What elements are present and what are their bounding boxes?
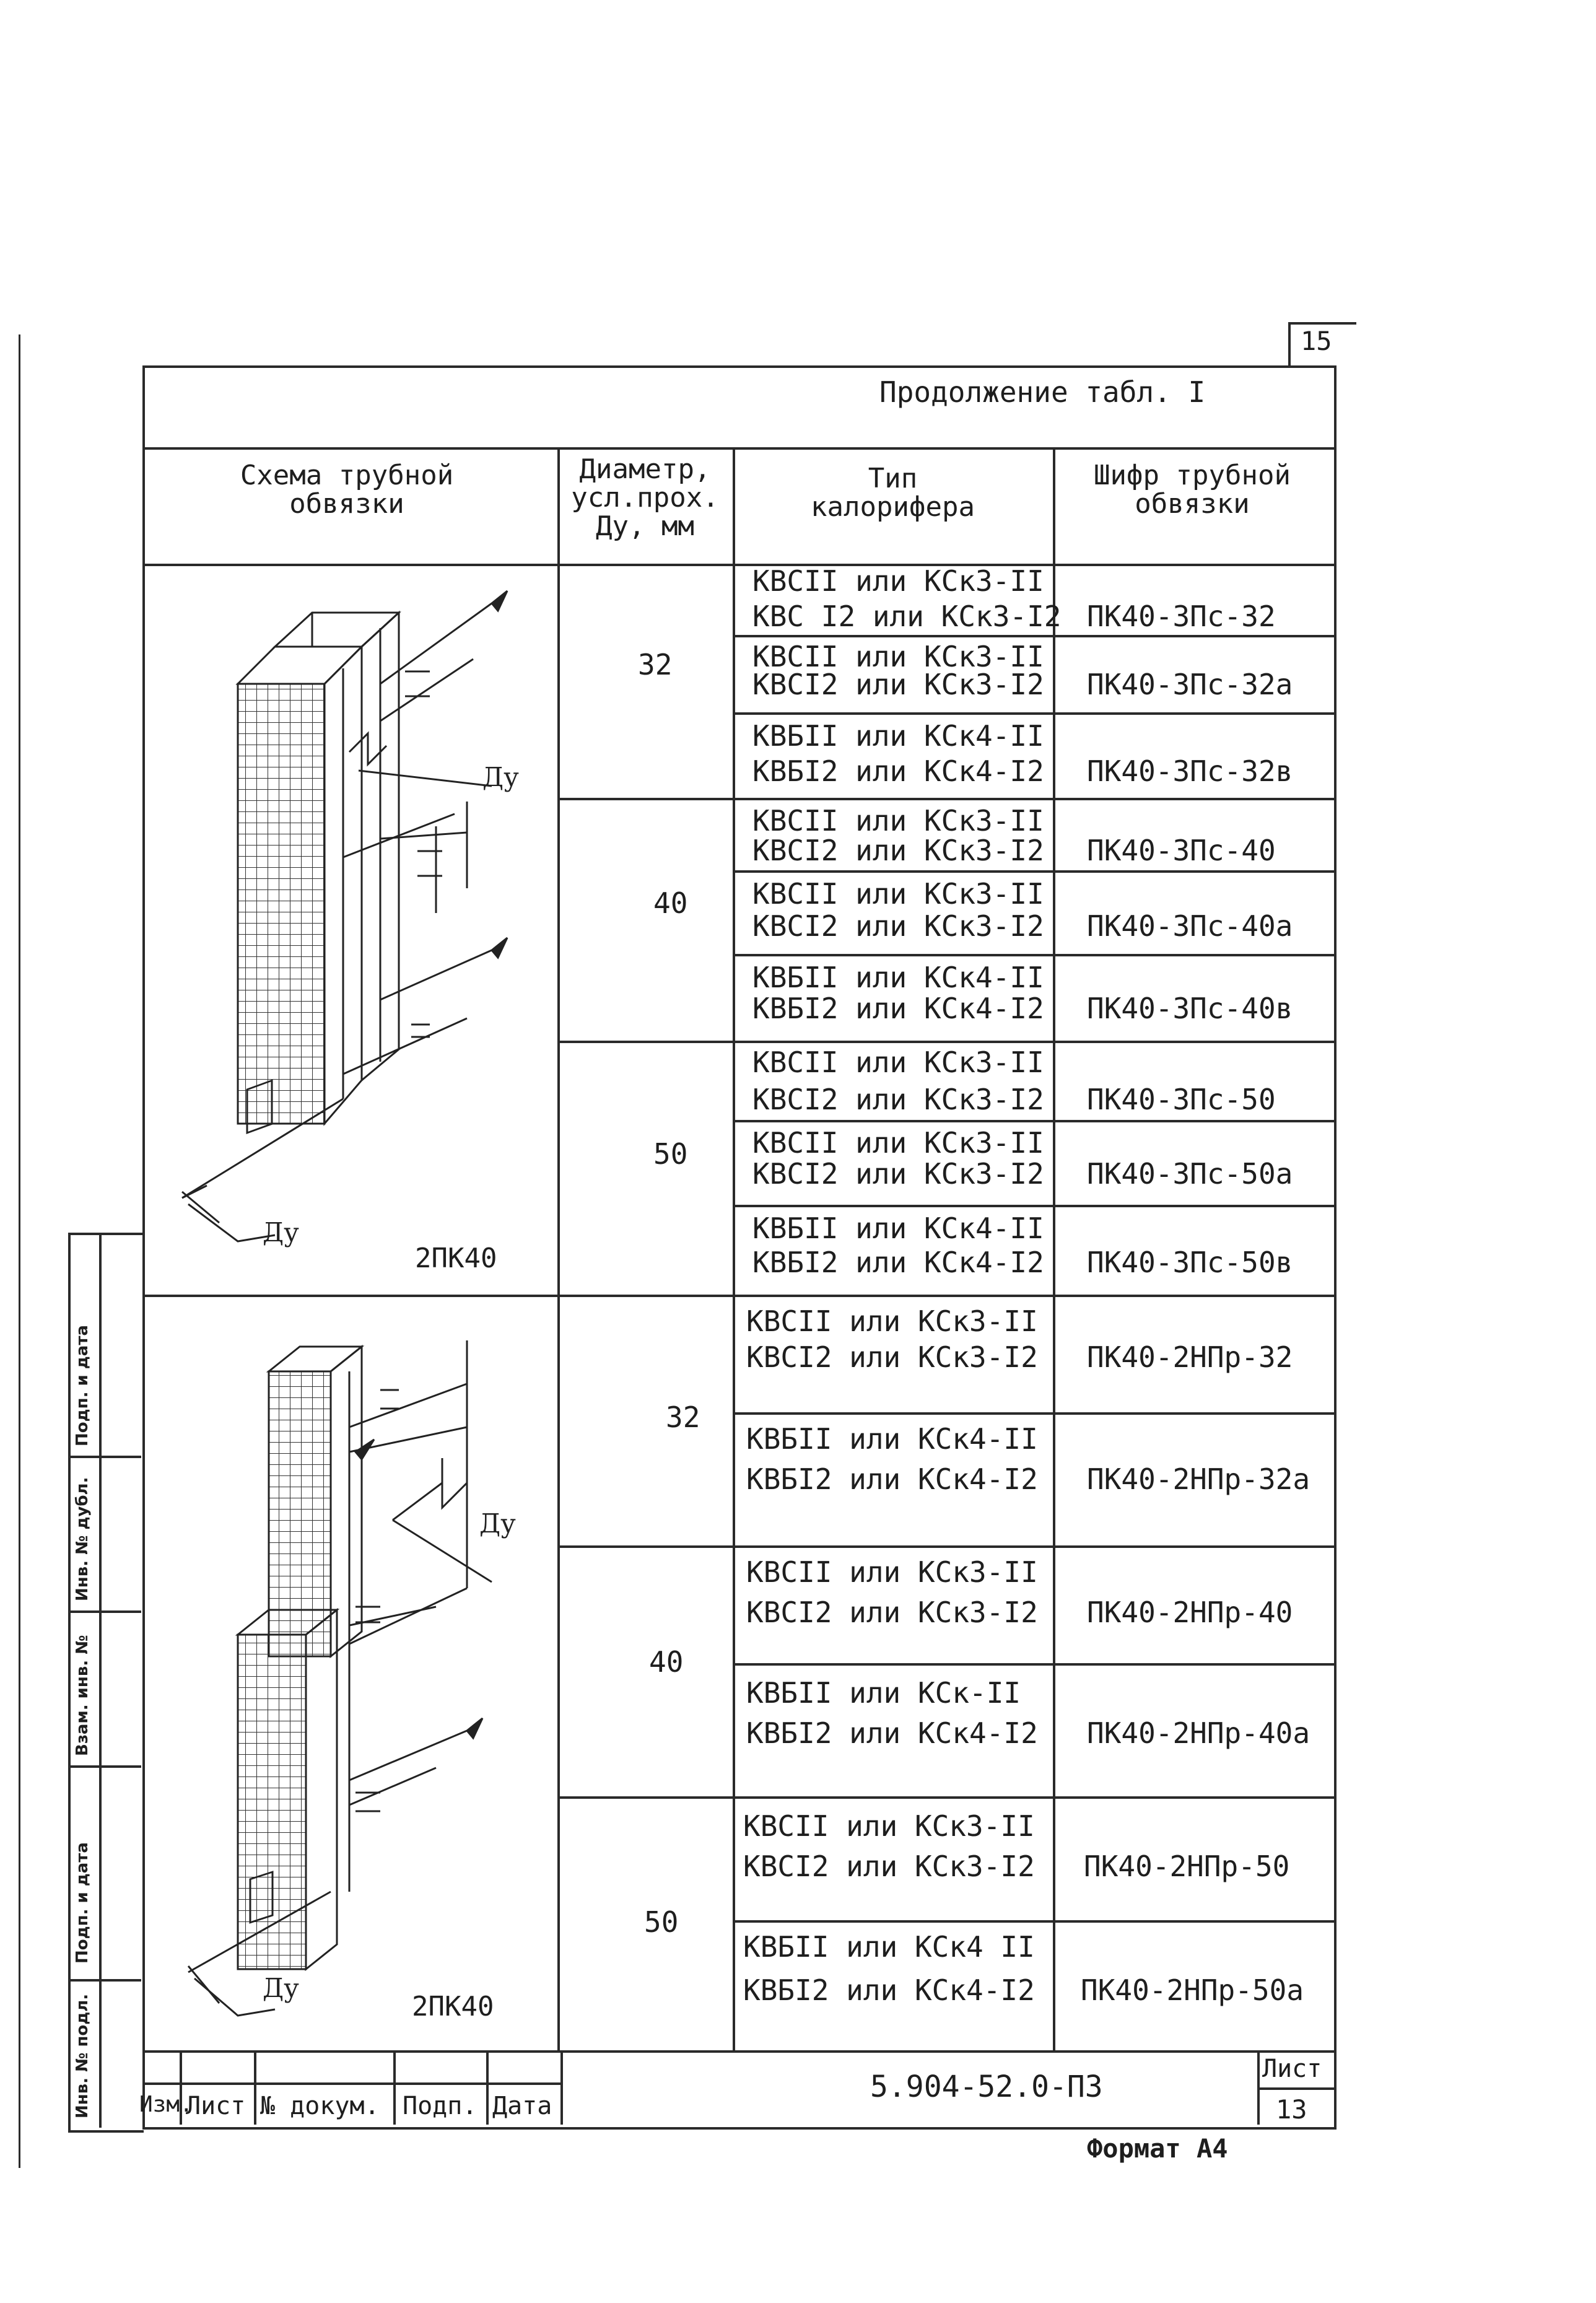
heater-type-line2: КВС I2 или КСк3-I2 [752,600,1062,633]
pipe-code: ПК40-3Пс-32 [1087,600,1276,633]
heater-type-line2: КВСI2 или КСк3-I2 [752,909,1044,943]
heater-type-line1: КВСII или КСк3-II [752,804,1044,837]
subgroup-divider [557,798,1334,800]
row-divider [733,1205,1334,1207]
pipe-code: ПК40-2НПр-32 [1087,1340,1293,1374]
du-label-lower: Ду [263,1217,299,1248]
pipe-code: ПК40-3Пс-40а [1087,909,1293,943]
heater-type-line1: КВБII или КСк4-II [746,1422,1038,1456]
heater-type-line1: КВСII или КСк3-II [752,564,1044,598]
pipe-code: ПК40-2НПр-40 [1087,1596,1293,1629]
side-stamp-label: Подп. и дата [73,1325,92,1446]
header-scheme: Схема трубной обвязки [240,460,454,520]
heater-type-line1: КВСII или КСк3-II [752,1046,1044,1079]
col-line-3 [1053,447,1055,2052]
heater-type-line2: КВБI2 или КСк4-I2 [746,1462,1038,1496]
heater-type-line1: КВБII или КСк4-II [752,719,1044,753]
row-divider [733,712,1334,715]
corner-box-side [1288,322,1291,365]
row-divider [733,870,1334,873]
dn-value: 50 [653,1137,688,1171]
heater-type-line2: КВСI2 или КСк3-I2 [752,834,1044,867]
dn-value: 32 [666,1401,700,1434]
title-col-line [254,2050,256,2125]
stamp-col-date: Дата [492,2092,552,2120]
heater-type-line2: КВБI2 или КСк4-I2 [752,1246,1044,1279]
pipe-code: ПК40-2НПр-50 [1084,1850,1290,1883]
heater-type-line2: КВСI2 или КСк3-I2 [746,1340,1038,1374]
heater-type-line2: КВБI2 или КСк4-I2 [746,1716,1038,1750]
header-heater: Тип калорифера [811,463,975,523]
side-stamp-row [68,1610,141,1613]
heater-type-line2: КВСI2 или КСк3-I2 [752,1083,1044,1116]
side-stamp-label: Взам. инв. № [73,1635,92,1756]
stamp-col-doc: № докум. [260,2092,380,2120]
title-col-line [486,2050,489,2125]
heater-type-line1: КВСII или КСк3-II [743,1809,1035,1843]
col-line-1 [557,447,560,2052]
sheet-number: 13 [1276,2094,1307,2125]
piping-scheme-1 [145,566,555,1292]
heater-type-line2: КВСI2 или КСк3-I2 [752,668,1044,701]
scheme-label: 2ПК40 [412,1991,494,2022]
du-label-upper: Ду [482,762,519,792]
row-divider [733,1120,1334,1122]
corner-number: 15 [1301,326,1332,356]
pipe-code: ПК40-3Пс-32в [1087,754,1293,788]
stamp-col-list: Лист [186,2092,246,2120]
heater-type-line1: КВСII или КСк3-II [752,1126,1044,1160]
heater-type-line2: КВБI2 или КСк4-I2 [743,1973,1035,2007]
heater-type-line1: КВСII или КСк3-II [746,1304,1038,1338]
du-label-lower: Ду [263,1973,299,2003]
side-stamp-label: Подп. и дата [73,1842,92,1964]
subgroup-divider [557,1545,1334,1548]
heater-type-line2: КВБI2 или КСк4-I2 [752,992,1044,1025]
row-divider [733,1920,1334,1923]
pipe-code: ПК40-3Пс-50в [1087,1246,1293,1279]
row-divider [733,1663,1334,1666]
stamp-col-sign: Подп. [403,2092,477,2120]
sheet-label: Лист [1262,2055,1322,2083]
dn-value: 40 [653,886,688,920]
pipe-code: ПК40-3Пс-40 [1087,834,1276,867]
side-stamp-label: Инв. № подл. [73,1993,92,2118]
pipe-code: ПК40-2НПр-32а [1087,1462,1310,1496]
heater-type-line2: КВСI2 или КСк3-I2 [752,1157,1044,1191]
title-col-line [560,2050,563,2125]
corner-box-top [1288,322,1356,325]
heater-type-line1: КВСII или КСк3-II [752,877,1044,911]
binding-line [19,334,20,2168]
continuation-title: Продолжение табл. I [879,375,1206,409]
title-block-mid [142,2082,561,2085]
side-stamp-row [68,1765,141,1768]
pipe-code: ПК40-3Пс-50 [1087,1083,1276,1116]
dn-value: 50 [644,1905,679,1939]
heater-type-line2: КВСI2 или КСк3-I2 [743,1850,1035,1883]
dn-value: 32 [638,648,673,681]
subgroup-divider [557,1041,1334,1043]
pipe-code: ПК40-3Пс-40в [1087,992,1293,1025]
side-stamp-row [68,1979,141,1982]
scheme-label: 2ПК40 [415,1243,497,1274]
col-line-2 [733,447,735,2052]
title-block-top [142,2050,1334,2053]
pipe-code: ПК40-3Пс-50а [1087,1157,1293,1191]
sheet-box-line [1257,2087,1334,2090]
du-label-upper: Ду [479,1508,516,1539]
heater-type-line1: КВБII или КСк-II [746,1676,1021,1710]
stamp-col-izm: Изм. [139,2092,193,2117]
subgroup-divider [557,1796,1334,1799]
heater-type-line1: КВСII или КСк3-II [746,1555,1038,1589]
header-diameter: Диаметр, усл.прох. Ду, мм [571,453,719,543]
dn-value: 40 [649,1645,684,1679]
piping-scheme-2 [145,1297,555,2050]
pipe-code: ПК40-2НПр-50а [1081,1973,1304,2007]
heater-type-line1: КВБII или КСк4-II [752,1212,1044,1245]
pipe-code: ПК40-2НПр-40а [1087,1716,1310,1750]
side-stamp-label: Инв. № дубл. [73,1477,92,1601]
heater-type-line1: КВБII или КСк4-II [752,961,1044,994]
pipe-code: ПК40-3Пс-32а [1087,668,1293,701]
format-label: Формат А4 [1087,2133,1228,2164]
header-top-line [142,447,1334,450]
header-code: Шифр трубной обвязки [1094,460,1291,520]
heater-type-line2: КВБI2 или КСк4-I2 [752,754,1044,788]
side-stamp-row [68,1456,141,1458]
row-divider [733,635,1334,637]
document-designation: 5.904-52.0-ПЗ [870,2069,1103,2104]
row-divider [733,954,1334,956]
heater-type-line2: КВСI2 или КСк3-I2 [746,1596,1038,1629]
side-stamp-divider [99,1233,102,2128]
heater-type-line1: КВБII или КСк4 II [743,1930,1035,1964]
title-col-line [393,2050,396,2125]
row-divider [733,1412,1334,1415]
heater-type-line1: КВСII или КСк3-II [752,640,1044,673]
